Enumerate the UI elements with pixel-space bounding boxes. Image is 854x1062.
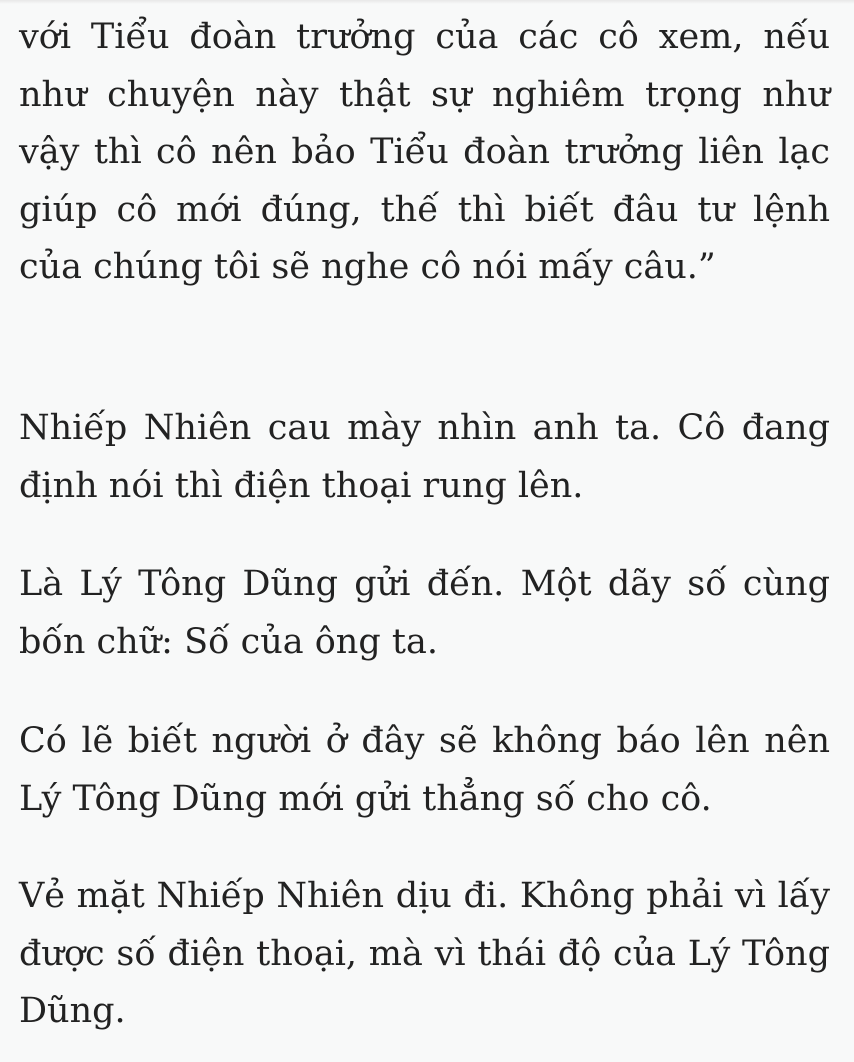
top-edge-shadow — [0, 0, 854, 4]
paragraph-1: với Tiểu đoàn trưởng của các cô xem, nếu như chuyện này thật sự nghiêm trọng như vậy thì cô nên bảo Tiểu đoàn trưởng liên lạc giúp cô mới đúng, thế thì biết đâu tư lệnh của chúng tôi sẽ nghe cô nói mấy câu.” — [19, 17, 830, 287]
paragraph-2: Nhiếp Nhiên cau mày nhìn anh ta. Cô đang định nói thì điện thoại rung lên. — [19, 408, 830, 506]
paragraph-3: Là Lý Tông Dũng gửi đến. Một dãy số cùng bốn chữ: Số của ông ta. — [19, 564, 830, 662]
paragraph-4: Có lẽ biết người ở đây sẽ không báo lên nên Lý Tông Dũng mới gửi thẳng số cho cô. — [19, 721, 830, 819]
paragraph-5: Vẻ mặt Nhiếp Nhiên dịu đi. Không phải vì lấy được số điện thoại, mà vì thái độ của Lý Tông Dũng. — [19, 876, 830, 1031]
